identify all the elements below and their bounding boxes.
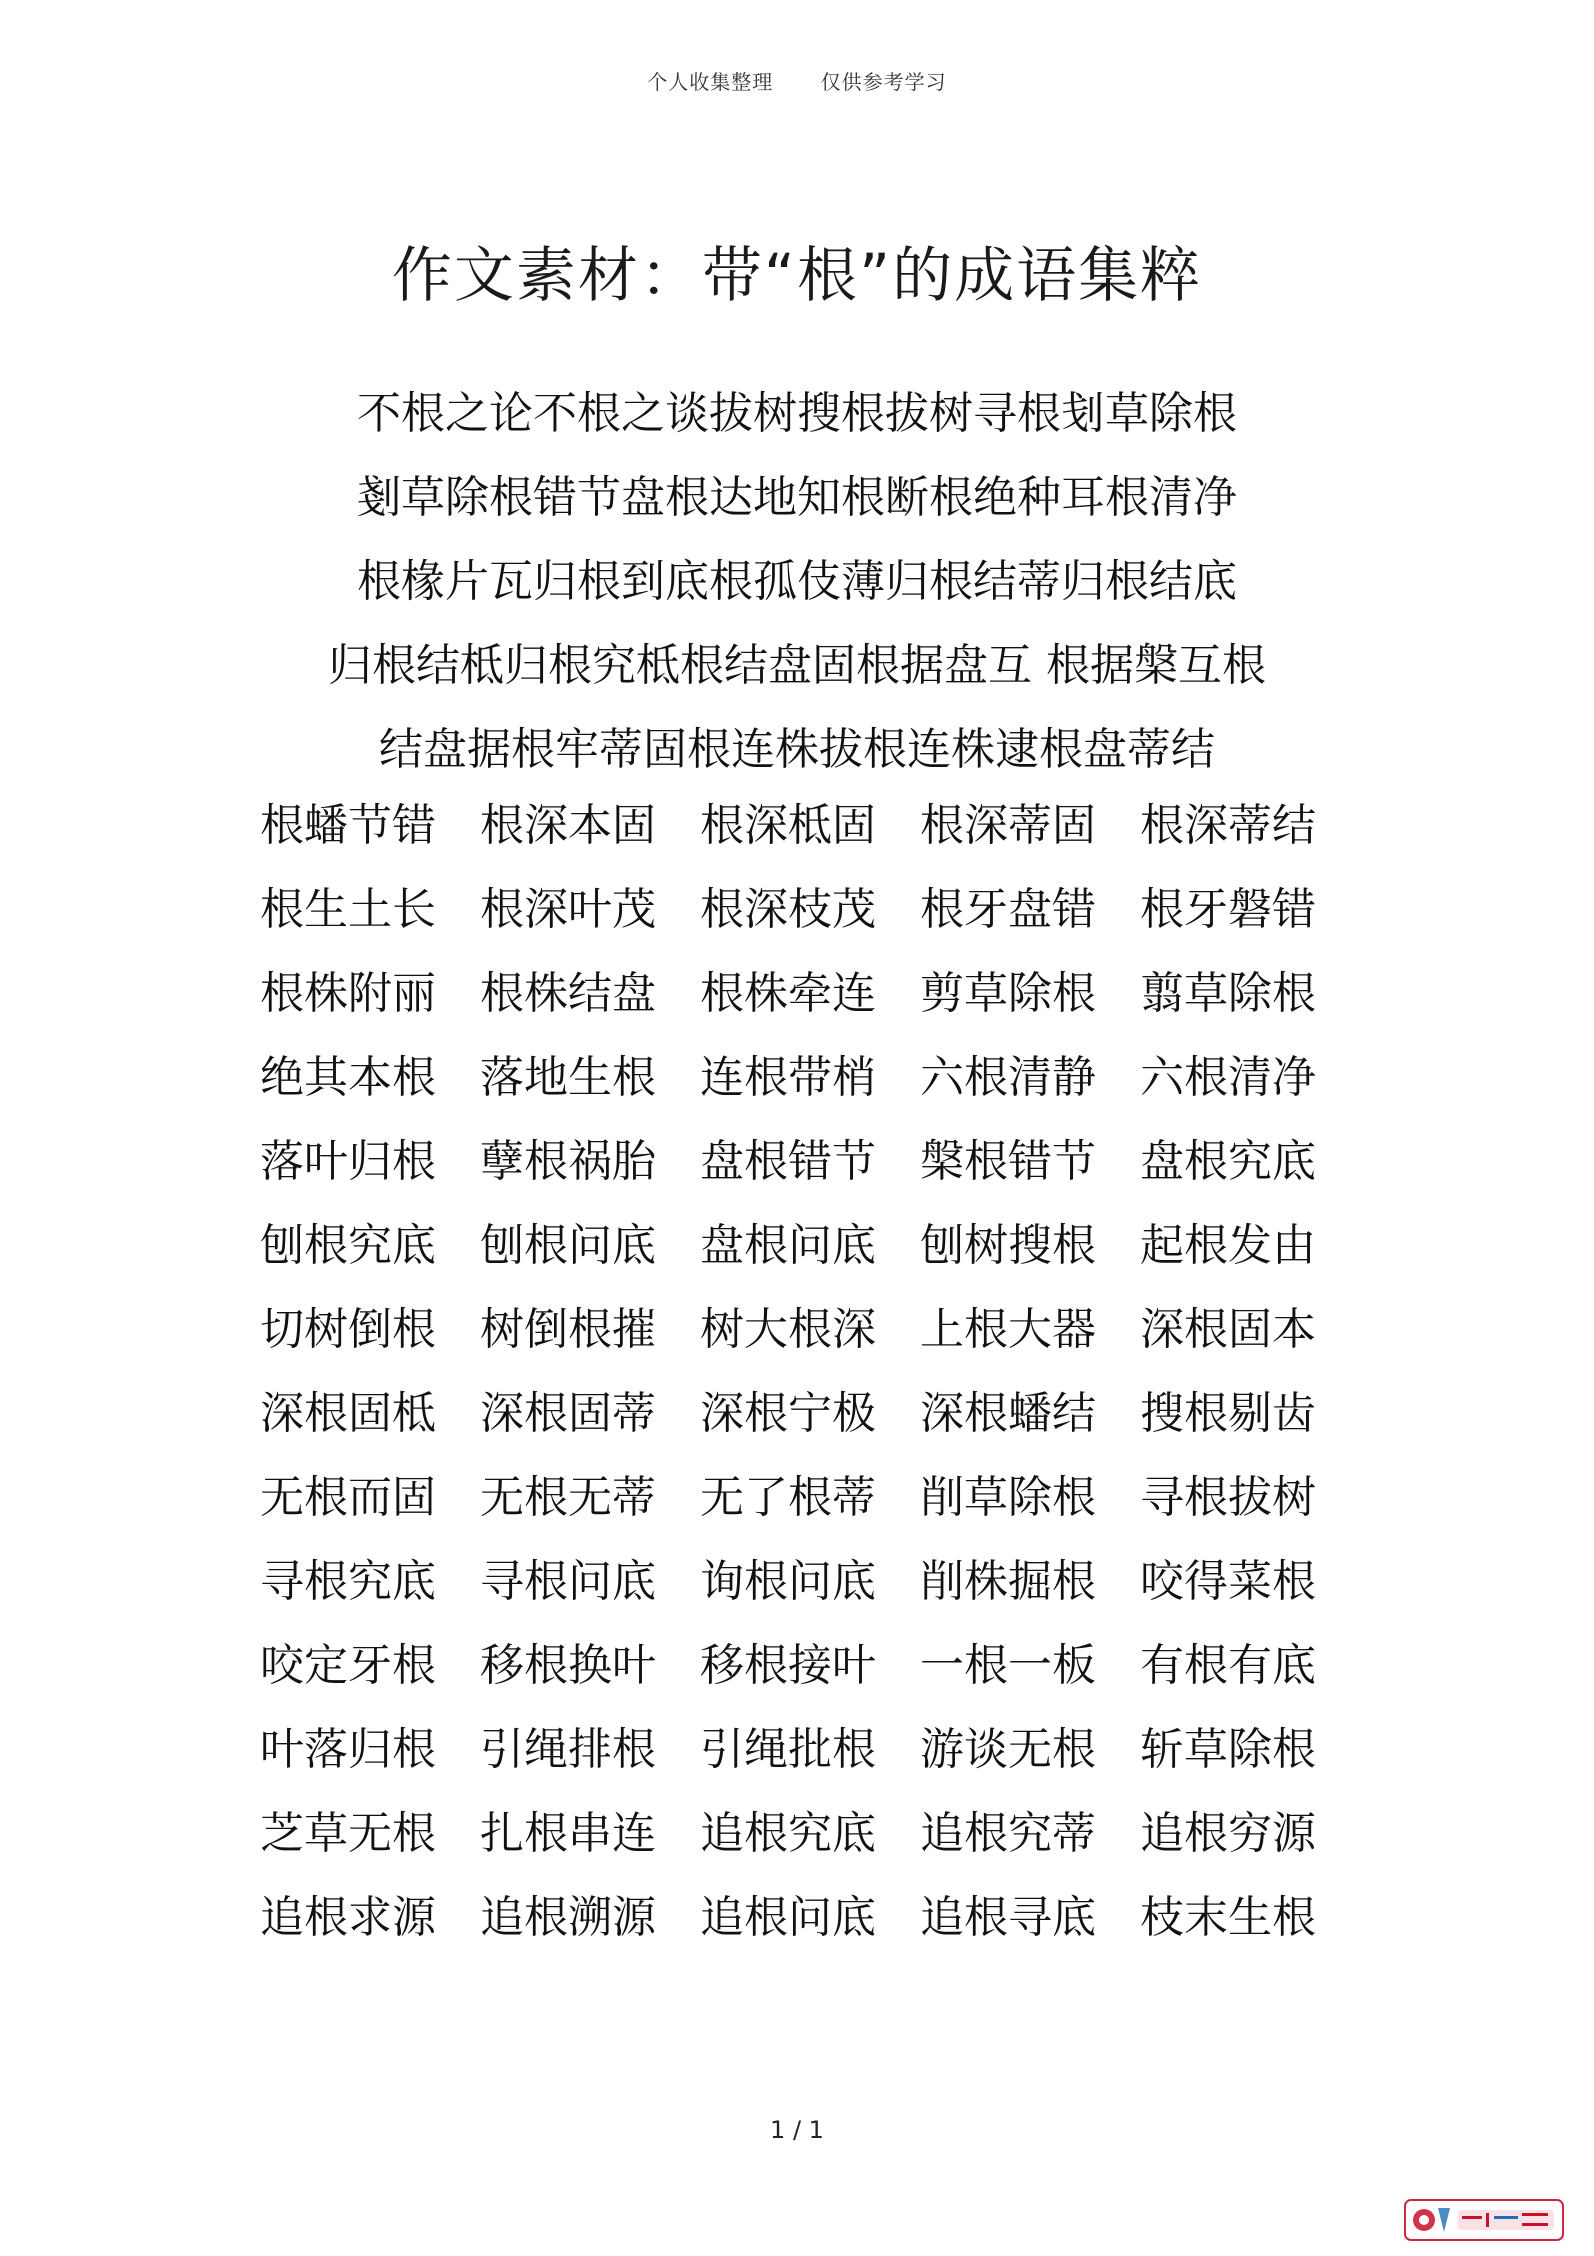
idiom: 根深叶茂 — [480, 884, 656, 935]
idiom: 根牙磐错 — [1140, 884, 1316, 935]
idiom-row — [260, 1372, 1360, 1456]
intro-line: 不根之论不根之谈拔树搜根拔树寻根刬草除根 — [357, 388, 1237, 439]
idiom: 深根固柢 — [260, 1388, 436, 1439]
idiom: 深根蟠结 — [920, 1388, 1096, 1439]
idiom: 落叶归根 — [260, 1136, 436, 1187]
idiom: 刨根究底 — [260, 1220, 436, 1271]
idiom: 游谈无根 — [920, 1724, 1096, 1775]
idiom: 绝其本根 — [260, 1052, 436, 1103]
idiom: 深根固本 — [1140, 1304, 1316, 1355]
idiom: 根株附丽 — [260, 968, 436, 1019]
idiom: 追根求源 — [260, 1892, 436, 1943]
idiom: 有根有底 — [1140, 1640, 1316, 1691]
intro-line: 剗草除根错节盘根达地知根断根绝种耳根清净 — [357, 472, 1237, 523]
idiom: 削株掘根 — [920, 1556, 1096, 1607]
idiom: 追根究蒂 — [920, 1808, 1096, 1859]
idiom: 一根一板 — [920, 1640, 1096, 1691]
idiom-row — [260, 1624, 1360, 1708]
site-logo-watermark — [1404, 2196, 1564, 2244]
idiom: 叶落归根 — [260, 1724, 436, 1775]
idiom: 根蟠节错 — [260, 800, 436, 851]
idiom: 落地生根 — [480, 1052, 656, 1103]
idiom: 削草除根 — [920, 1472, 1096, 1523]
idiom-row — [260, 1120, 1360, 1204]
idiom: 引绳排根 — [480, 1724, 656, 1775]
idiom: 斩草除根 — [1140, 1724, 1316, 1775]
document-title: 作文素材：带“根”的成语集粹 — [391, 241, 1203, 311]
idiom: 起根发由 — [1140, 1220, 1316, 1271]
idiom: 追根溯源 — [480, 1892, 656, 1943]
idiom: 追根究底 — [700, 1808, 876, 1859]
idiom: 追根穷源 — [1140, 1808, 1316, 1859]
idiom-row — [260, 952, 1360, 1036]
idiom: 无了根蒂 — [700, 1472, 876, 1523]
idiom: 追根寻底 — [920, 1892, 1096, 1943]
idiom-row — [260, 784, 1360, 868]
idiom: 树倒根摧 — [480, 1304, 656, 1355]
idiom: 连根带梢 — [700, 1052, 876, 1103]
idiom-row — [260, 1540, 1360, 1624]
idiom: 上根大器 — [920, 1304, 1096, 1355]
idiom: 刨树搜根 — [920, 1220, 1096, 1271]
idiom: 盘根究底 — [1140, 1136, 1316, 1187]
idiom-row — [260, 1708, 1360, 1792]
idiom: 引绳批根 — [700, 1724, 876, 1775]
idiom: 移根接叶 — [700, 1640, 876, 1691]
idiom: 芝草无根 — [260, 1808, 436, 1859]
idiom-row — [260, 868, 1360, 952]
idiom-row — [260, 1792, 1360, 1876]
idiom: 寻根拔树 — [1140, 1472, 1316, 1523]
idiom-row — [260, 1876, 1360, 1960]
header-right-text: 仅供参考学习 — [820, 70, 947, 94]
idiom: 咬得菜根 — [1140, 1556, 1316, 1607]
page-number: 1 / 1 — [770, 2116, 824, 2144]
header-left-text: 个人收集整理 — [647, 70, 774, 94]
idiom: 树大根深 — [700, 1304, 876, 1355]
idiom: 刨根问底 — [480, 1220, 656, 1271]
idiom: 根深蒂固 — [920, 800, 1096, 851]
idiom: 根深本固 — [480, 800, 656, 851]
idiom: 深根固蒂 — [480, 1388, 656, 1439]
intro-line: 结盘据根牢蒂固根连株拔根连株逮根盘蒂结 — [379, 724, 1215, 775]
idiom: 咬定牙根 — [260, 1640, 436, 1691]
idiom: 无根无蒂 — [480, 1472, 656, 1523]
idiom: 扎根串连 — [480, 1808, 656, 1859]
idiom: 寻根问底 — [480, 1556, 656, 1607]
page-header — [0, 66, 1594, 95]
idiom: 寻根究底 — [260, 1556, 436, 1607]
idiom: 六根清净 — [1140, 1052, 1316, 1103]
idiom: 盘根问底 — [700, 1220, 876, 1271]
idiom: 根生土长 — [260, 884, 436, 935]
idiom: 追根问底 — [700, 1892, 876, 1943]
idiom-grid — [260, 784, 1360, 1960]
idiom: 枝末生根 — [1140, 1892, 1316, 1943]
idiom: 六根清静 — [920, 1052, 1096, 1103]
idiom: 翦草除根 — [1140, 968, 1316, 1019]
idiom: 切树倒根 — [260, 1304, 436, 1355]
idiom: 根深蒂结 — [1140, 800, 1316, 851]
idiom-row — [260, 1456, 1360, 1540]
idiom: 根深柢固 — [700, 800, 876, 851]
idiom: 根牙盘错 — [920, 884, 1096, 935]
idiom-row — [260, 1204, 1360, 1288]
idiom: 槃根错节 — [920, 1136, 1096, 1187]
idiom: 根深枝茂 — [700, 884, 876, 935]
idiom: 深根宁极 — [700, 1388, 876, 1439]
idiom: 搜根剔齿 — [1140, 1388, 1316, 1439]
idiom: 盘根错节 — [700, 1136, 876, 1187]
intro-lines — [0, 372, 1594, 792]
intro-line: 归根结柢归根究柢根结盘固根据盘互 根据槃互根 — [328, 640, 1266, 691]
idiom: 无根而固 — [260, 1472, 436, 1523]
idiom-row — [260, 1036, 1360, 1120]
intro-line: 根椽片瓦归根到底根孤伎薄归根结蒂归根结底 — [357, 556, 1237, 607]
idiom-row — [260, 1288, 1360, 1372]
idiom: 询根问底 — [700, 1556, 876, 1607]
idiom: 根株牵连 — [700, 968, 876, 1019]
idiom: 孽根祸胎 — [480, 1136, 656, 1187]
idiom: 根株结盘 — [480, 968, 656, 1019]
idiom: 移根换叶 — [480, 1640, 656, 1691]
idiom: 剪草除根 — [920, 968, 1096, 1019]
